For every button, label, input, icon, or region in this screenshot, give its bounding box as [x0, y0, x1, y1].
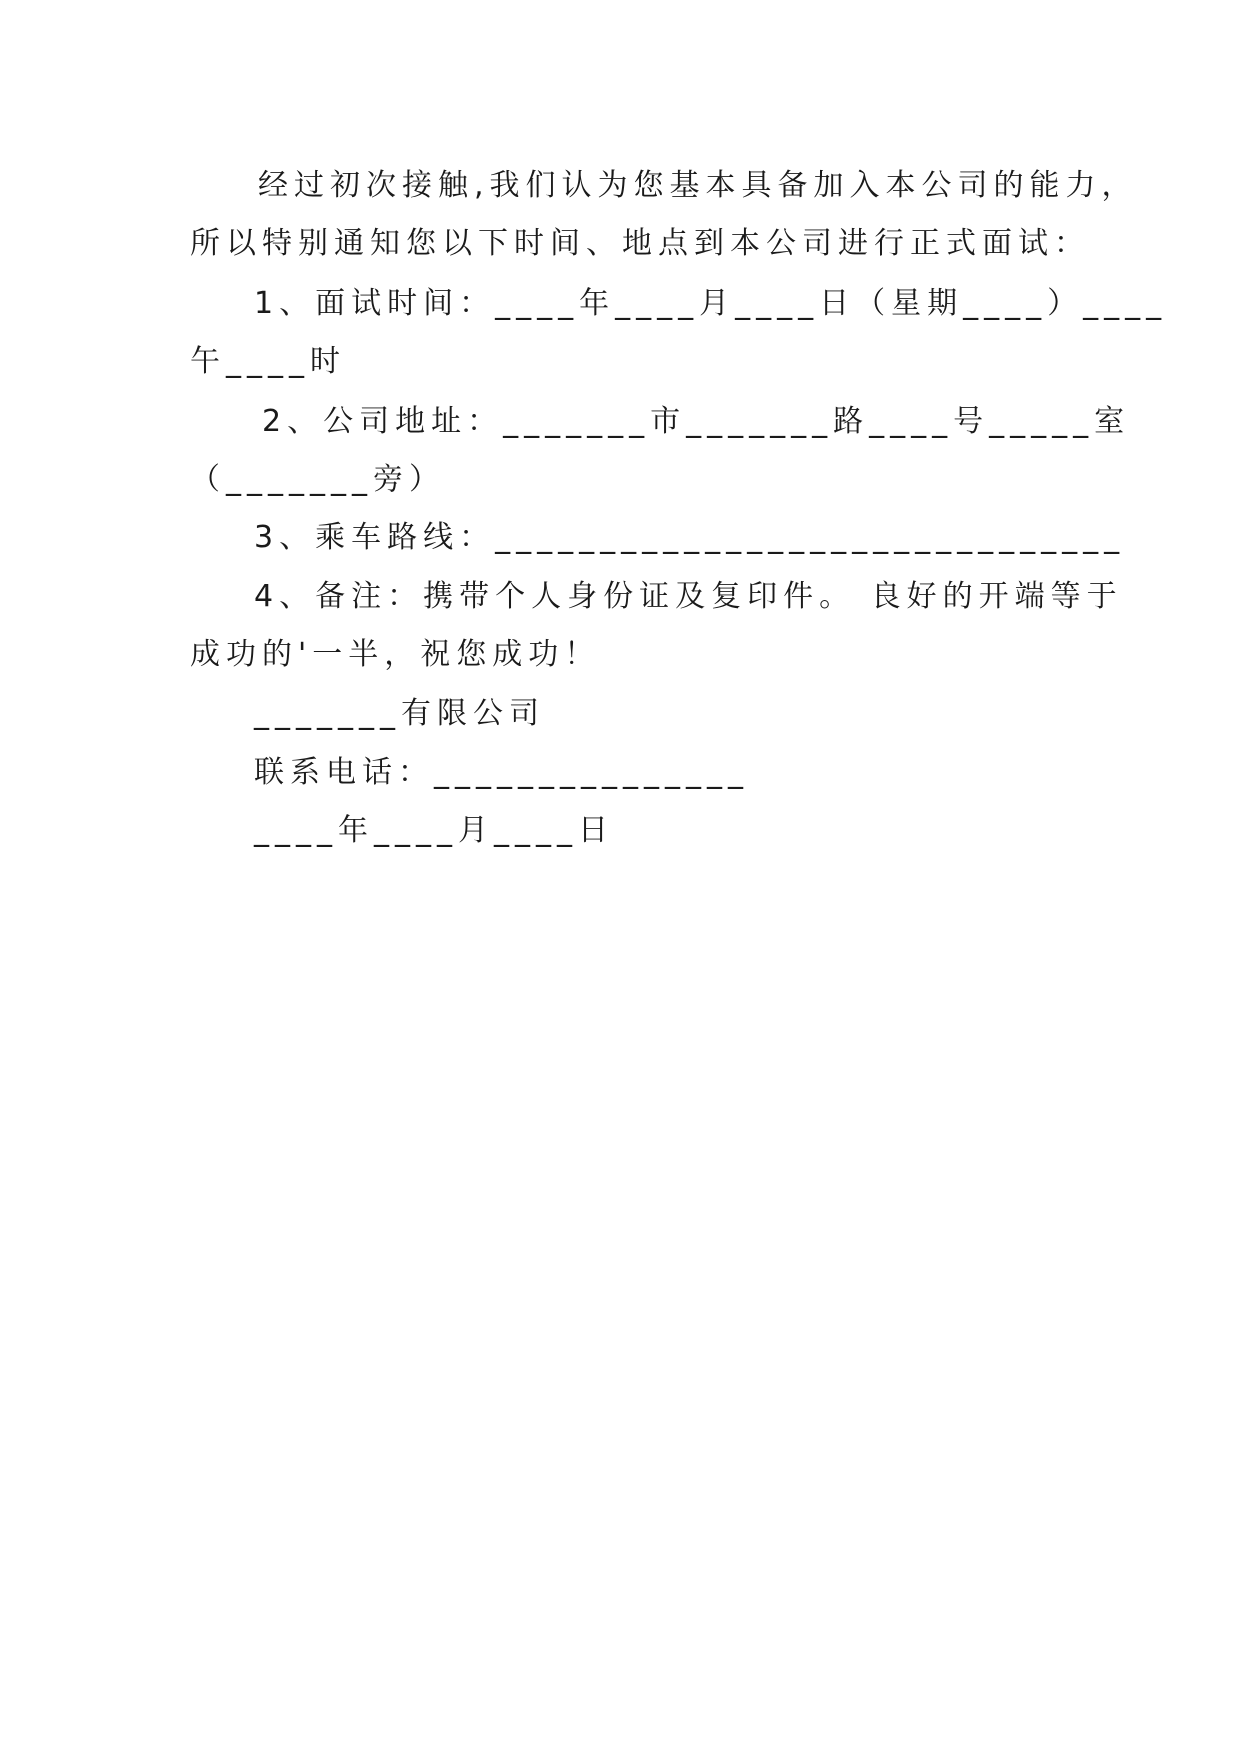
- bus-route-line: 3、乘车路线：______________________________: [254, 520, 1126, 555]
- interview-time-line-1: 1、面试时间：____年____月____日（星期____）____: [254, 286, 1168, 321]
- remarks-line-1: 4、备注：携带个人身份证及复印件。 良好的开端等于: [254, 579, 1123, 614]
- company-address-line-1: 2、公司地址：_______市_______路____号_____室: [262, 404, 1131, 439]
- interview-time-line-2: 午____时: [190, 344, 346, 379]
- contact-phone: 联系电话：_______________: [254, 755, 749, 790]
- intro-paragraph-line-1: 经过初次接触,我们认为您基本具备加入本公司的能力，: [258, 168, 1138, 203]
- company-signature: _______有限公司: [254, 696, 545, 731]
- intro-paragraph-line-2: 所以特别通知您以下时间、地点到本公司进行正式面试：: [190, 226, 1090, 261]
- remarks-line-2: 成功的'一半，祝您成功！: [190, 637, 601, 672]
- company-address-line-2: （_______旁）: [190, 462, 445, 497]
- document-date: ____年____月____日: [254, 813, 614, 848]
